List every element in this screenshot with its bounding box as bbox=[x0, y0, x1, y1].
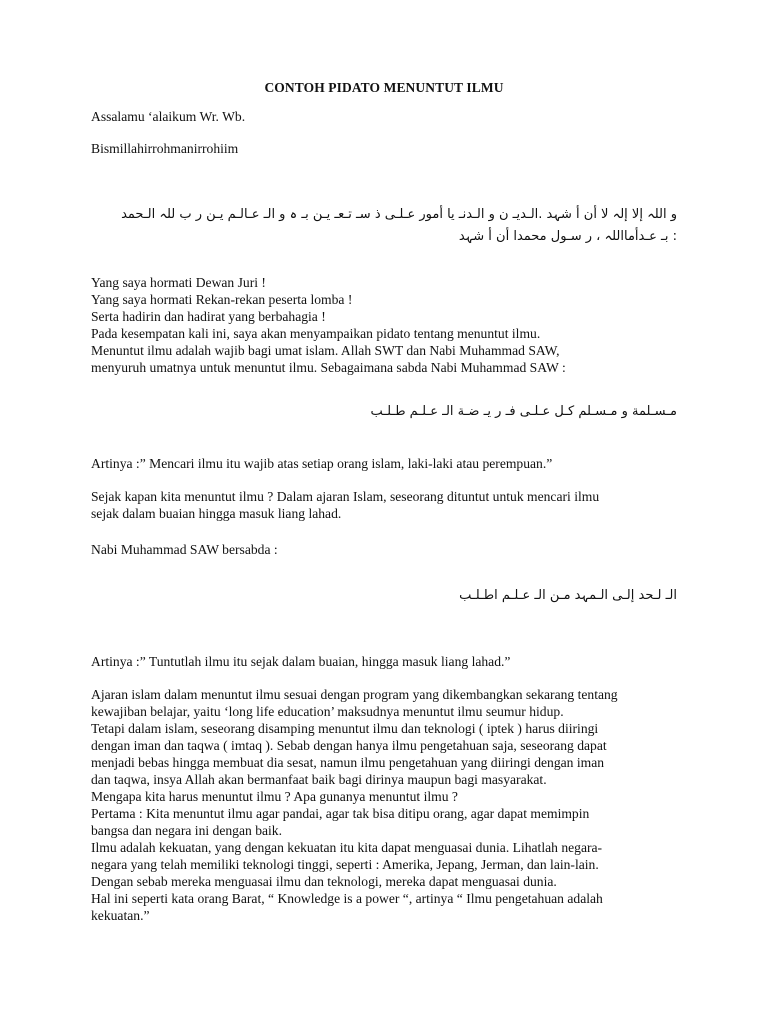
text-line: Sejak kapan kita menuntut ilmu ? Dalam ajaran Islam, seseorang dituntut untuk mencari ilmu bbox=[91, 489, 600, 504]
text-line: Pada kesempatan kali ini, saya akan menyampaikan pidato tentang menuntut ilmu. bbox=[91, 326, 541, 341]
text-line: negara yang telah memiliki teknologi tinggi, seperti : Amerika, Jepang, Jerman, dan lain-lain. bbox=[91, 857, 599, 872]
text-line: dengan iman dan taqwa ( imtaq ). Sebab dengan hanya ilmu pengetahuan saja, seseorang dapat bbox=[91, 738, 607, 753]
text-line: kekuatan.” bbox=[91, 908, 150, 923]
arabic-hadith-1: مـسـلمة و مـسـلم کـل عـلـى فـ ر یـ ضـة الـ عـلـم طـلـب bbox=[370, 404, 677, 419]
text-line: dan taqwa, insya Allah akan bermanfaat baik bagi dirinya maupun bagi masyarakat. bbox=[91, 772, 547, 787]
text-line: Serta hadirin dan hadirat yang berbahagia ! bbox=[91, 309, 326, 324]
artinya-1: Artinya :” Mencari ilmu itu wajib atas setiap orang islam, laki-laki atau perempuan.” bbox=[91, 456, 553, 471]
text-line: Menuntut ilmu adalah wajib bagi umat islam. Allah SWT dan Nabi Muhammad SAW, bbox=[91, 343, 560, 358]
document-title: CONTOH PIDATO MENUNTUT ILMU bbox=[264, 80, 504, 95]
text-line: Pertama : Kita menuntut ilmu agar pandai, agar tak bisa ditipu orang, agar dapat memimpin bbox=[91, 806, 590, 821]
text-line: Ajaran islam dalam menuntut ilmu sesuai dengan program yang dikembangkan sekarang tentang bbox=[91, 687, 618, 702]
text-line: kewajiban belajar, yaitu ‘long life education’ maksudnya menuntut ilmu seumur hidup. bbox=[91, 704, 564, 719]
greeting: Assalamu ‘alaikum Wr. Wb. bbox=[91, 109, 246, 124]
nabi-bersabda: Nabi Muhammad SAW bersabda : bbox=[91, 542, 278, 557]
artinya-2: Artinya :” Tuntutlah ilmu itu sejak dalam buaian, hingga masuk liang lahad.” bbox=[91, 654, 511, 669]
text-line: Mengapa kita harus menuntut ilmu ? Apa gunanya menuntut ilmu ? bbox=[91, 789, 458, 804]
text-line: bangsa dan negara ini dengan baik. bbox=[91, 823, 282, 838]
arabic-opening-line-1: و اللہ إلا إلہ لا أن أ شہد .الـدیـ ن و الـدنـ یا أمور عـلـى ذ سـ تـعـ یـن بـ ہ و الـ عـالـم یـن ر ب للہ الـحمد bbox=[121, 207, 677, 222]
text-line: Yang saya hormati Dewan Juri ! bbox=[91, 275, 266, 290]
text-line: menyuruh umatnya untuk menuntut ilmu. Sebagaimana sabda Nabi Muhammad SAW : bbox=[91, 360, 566, 375]
text-line: Yang saya hormati Rekan-rekan peserta lomba ! bbox=[91, 292, 353, 307]
basmalah: Bismillahirrohmanirrohiim bbox=[91, 141, 239, 156]
arabic-hadith-2: الـ لـحد إلـى الـمہد مـن الـ عـلـم اطـلـب bbox=[459, 588, 677, 603]
arabic-opening-line-2: : بـ عـدأمااللہ ، ر سـول محمدا أن أ شہد bbox=[458, 229, 677, 244]
text-line: sejak dalam buaian hingga masuk liang lahad. bbox=[91, 506, 342, 521]
text-line: Ilmu adalah kekuatan, yang dengan kekuatan itu kita dapat menguasai dunia. Lihatlah negara- bbox=[91, 840, 603, 855]
text-line: Dengan sebab mereka menguasai ilmu dan teknologi, mereka dapat menguasai dunia. bbox=[91, 874, 557, 889]
text-line: Hal ini seperti kata orang Barat, “ Knowledge is a power “, artinya “ Ilmu pengetahuan adalah bbox=[91, 891, 603, 906]
text-line: menjadi bebas hingga membuat dia sesat, namun ilmu pengetahuan yang diiringi dengan iman bbox=[91, 755, 605, 770]
text-line: Tetapi dalam islam, seseorang disamping menuntut ilmu dan teknologi ( iptek ) harus diiringi bbox=[91, 721, 599, 736]
